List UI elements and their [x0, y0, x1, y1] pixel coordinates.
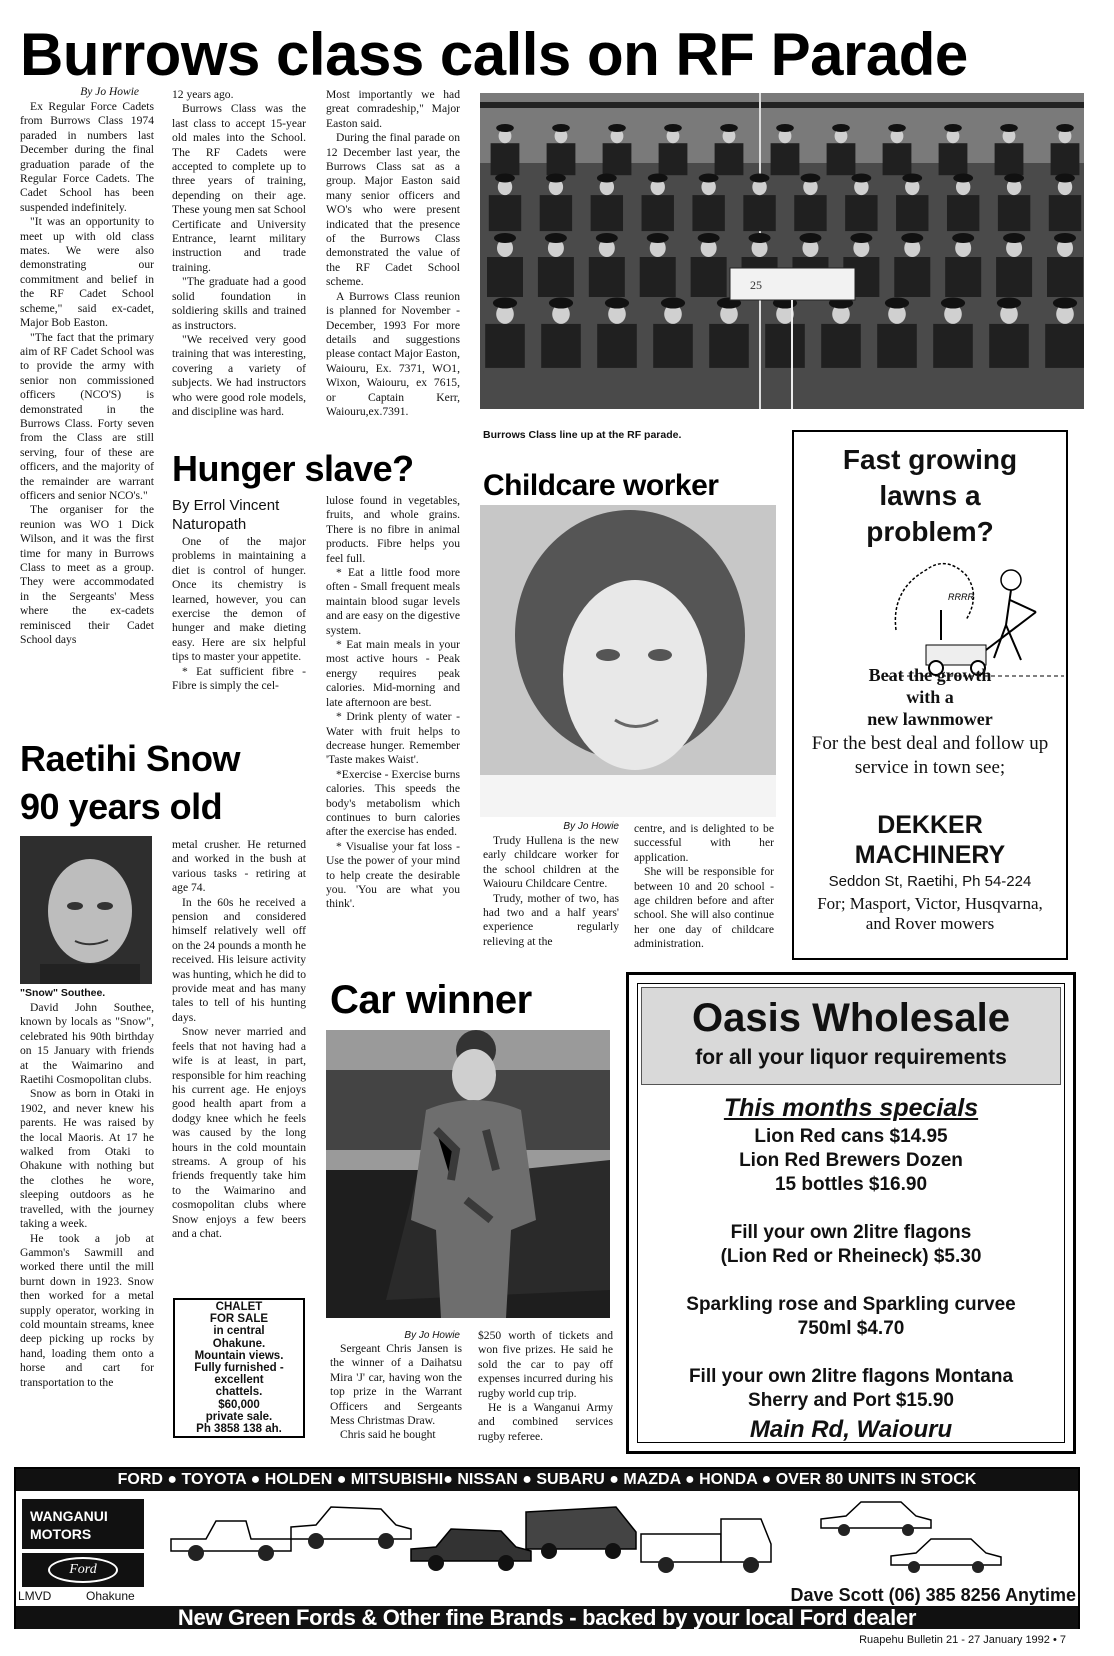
special-item: Lion Red cans $14.95 — [754, 1126, 948, 1147]
paragraph: metal crusher. He returned and worked in the bush at various tasks - retiring at age 74. — [172, 838, 306, 895]
raetihi-column-2 — [172, 838, 306, 1241]
special-item: Fill your own 2litre flagons Montana — [688, 1366, 1014, 1387]
van-car-icon — [521, 1497, 641, 1562]
paragraph: The organiser for the reunion was WO 1 Dick Wilson, and it was the first time for many in Burrows Class to meet as a group. They were accommodated in the Sergeants' Mess where the ex-cadets reminisced their Cadet School days — [20, 503, 154, 647]
paragraph: * Eat a little food more often - Small frequent meals maintain blood sugar levels and are easy on the digestive system. — [326, 566, 460, 637]
trudy-hullena-photo — [480, 505, 776, 817]
special-item: Lion Red Brewers Dozen — [739, 1150, 963, 1171]
paragraph: Snow never married and feels that not having had a wife is at least, in part, responsible for him reaching his current age. He enjoys good health apart from a dodgy knee which he feels was caused by the long hours in the cold mountain streams. A group of his friends frequently take him to the Waimarino and cosmopolitan clubs where Snow enjoys a few beers and a chat. — [172, 1025, 306, 1240]
oasis-specials-title: This months specials — [723, 1094, 979, 1122]
special-item: (Lion Red or Rheineck) $5.30 — [720, 1246, 982, 1267]
truck-icon — [636, 1509, 776, 1579]
oasis-specials-list — [629, 1125, 1073, 1413]
paragraph: He took a job at Gammon's Sawmill and worked there until the mill burnt down in 1923. Snow then worked for a metal supply operator, working in cold mountain streams, knee deep picking up rocks by hand, loading them onto a horse and cart for transportation to the — [20, 1231, 154, 1389]
car-winner-headline: Car winner — [330, 978, 532, 1022]
dealer-name-line: WANGANUI — [30, 1508, 108, 1524]
paragraph: Chris said he bought — [340, 1428, 436, 1442]
lmvd-label: LMVD — [18, 1589, 52, 1603]
lawn-ad-headline-line: problem? — [866, 516, 994, 547]
mower-sound: RRRR — [948, 592, 974, 602]
lawn-ad-headline — [794, 442, 1066, 550]
hatchback-car-icon — [886, 1531, 1006, 1576]
lawn-ad-pitch — [794, 664, 1066, 730]
lawn-ad-pitch-line: with a — [906, 687, 954, 707]
rf-parade-column-1 — [20, 100, 154, 647]
paragraph: lulose found in vegetables, fruits, and whole grains. There is no fibre in animal products. Fibre helps you feel full. — [326, 494, 460, 565]
hunger-headline: Hunger slave? — [172, 448, 414, 489]
dekker-address: Seddon St, Raetihi, Ph 54-224 — [828, 873, 1032, 890]
ford-oval-logo — [22, 1553, 144, 1587]
childcare-column-1 — [483, 834, 619, 949]
hunger-byline — [172, 496, 312, 534]
paragraph: He is a Wanganui Army and combined services rugby referee. — [478, 1401, 613, 1443]
sedan-car-icon — [286, 1497, 416, 1552]
rf-parade-byline: By Jo Howie — [80, 86, 139, 98]
childcare-column-2 — [634, 822, 774, 952]
lawn-ad-headline-line: lawns a — [879, 480, 981, 511]
oasis-wholesale-ad — [626, 972, 1076, 1454]
page-folio: Ruapehu Bulletin 21 - 27 January 1992 • 7 — [859, 1634, 1066, 1646]
dekker-machinery-name — [794, 810, 1066, 870]
paragraph: Trudy, mother of two, has had two and a half years' experience regularly relieving at the — [483, 891, 619, 948]
paragraph: One of the major problems in maintaining a diet is control of hunger. Once its chemistry is learned, however, you can exercise the demon of hunger and make dieting easy. Here are six helpful tips to master your appetite. — [172, 535, 306, 664]
paragraph: Burrows Class was the last class to accept 15-year old males into the School. The RF Cadets were accepted to complete up to three years of training, depending on their age. These young men sat School Certificate and University Entrance, learnt military instruction and trade training. — [172, 102, 306, 274]
soldier-with-car-image — [326, 1030, 610, 1318]
dark-sedan-car-icon — [406, 1519, 536, 1574]
lawn-ad-pitch-line: new lawnmower — [867, 709, 993, 729]
lawn-ad-headline-line: Fast growing — [842, 444, 1018, 475]
hunger-column-2 — [326, 494, 460, 912]
snow-southee-photo — [20, 836, 152, 984]
chalet-ad-line: $60,000 — [218, 1398, 260, 1411]
paragraph: In the 60s he received a pension and considered himself relatively well off on the 24 pounds a month he received. His leisure activity was hunting, which he did to provide meat and has many tales to tell of his hunting days. — [172, 895, 306, 1024]
paragraph: centre, and is delighted to be successful with her application. — [634, 822, 774, 864]
special-item: Fill your own 2litre flagons — [730, 1222, 972, 1243]
rf-parade-column-2 — [172, 88, 306, 419]
paragraph: Snow as born in Otaki in 1902, and never knew his parents. He was raised by the local Maoris. At 17 he walked from Otaki to Ohakune with nothing but the clothes he wore, sleeping outdoors as he travelled, with the journey taking a week. — [20, 1087, 154, 1231]
chalet-for-sale-ad — [173, 1298, 305, 1438]
paragraph: *Exercise - Exercise burns calories. This speeds the body's metabolism which continues to burn calories after the exercise has ended. — [326, 767, 460, 839]
lawn-ad-pitch-line: Beat the growth — [868, 665, 992, 685]
wanganui-motors-logo — [22, 1499, 144, 1549]
wanganui-motors-ad — [14, 1467, 1080, 1629]
paragraph: "We received very good training that was interesting, covering a variety of subjects. We had instructors who were good role models, and discipline was hard. — [172, 332, 306, 418]
dealer-name-line: MOTORS — [30, 1526, 92, 1542]
chalet-ad-line: private sale. — [205, 1410, 273, 1423]
burrows-class-photo — [480, 93, 1084, 409]
hunger-author: By Errol Vincent — [172, 497, 280, 514]
paragraph: She will be responsible for between 10 and 20 school - age children before and after school. She will also continue her one day of childcare administration. — [634, 865, 774, 951]
paragraph: * Eat main meals in your most active hours - Peak energy requires peak calories. Mid-morning and late afternoon are best. — [326, 638, 460, 709]
lawn-ad-deal: For the best deal and follow up service in town see; — [811, 733, 1049, 778]
woman-portrait-image — [480, 505, 776, 817]
paragraph: * Drink plenty of water - Water with fruit helps to decrease hunger. Remember 'Taste makes Waist'. — [326, 710, 460, 767]
chalet-ad-line: Fully furnished - — [194, 1362, 284, 1375]
paragraph: * Eat sufficient fibre - Fibre is simply the cel- — [172, 664, 306, 693]
raetihi-headline — [20, 735, 320, 831]
paragraph: $250 worth of tickets and won five prizes. He said he sold the car to pay off expenses incurred during his rugby world cup trip. — [478, 1329, 613, 1400]
dekker-machinery-ad — [792, 430, 1068, 960]
mower-brands: For; Masport, Victor, Husqvarna, and Rover mowers — [817, 894, 1043, 933]
snow-photo-caption: "Snow" Southee. — [20, 987, 106, 999]
oasis-name: Oasis Wholesale — [692, 996, 1010, 1040]
oasis-address: Main Rd, Waiouru — [749, 1416, 953, 1443]
paragraph: Most importantly we had great comradeship," Major Easton said. — [326, 88, 460, 130]
childcare-headline: Childcare worker — [483, 469, 719, 502]
car-winner-column-1 — [330, 1342, 462, 1443]
car-winner-column-2 — [478, 1329, 613, 1444]
elderly-man-portrait-image — [20, 836, 152, 984]
company-name-line: DEKKER — [877, 811, 983, 839]
soldiers-group-image — [480, 93, 1084, 409]
paragraph: During the final parade on 12 December last year, the Burrows Class sat as a group. Major Easton said many senior officers and WO's who were present indicated that the presence of the Burrows Class demonstrated the value of the RF Cadet School scheme. — [326, 131, 460, 289]
lawnmower-cartoon-icon — [886, 550, 1064, 680]
paragraph: "The graduate had a good solid foundation in soldiering skills and trained as instructors. — [172, 275, 306, 332]
dealer-town: Ohakune — [86, 1589, 135, 1603]
ford-dealer-footer: New Green Fords & Other fine Brands - backed by your local Ford dealer — [16, 1606, 1078, 1629]
chris-jansen-photo — [326, 1030, 610, 1318]
paragraph: * Visualise your fat loss - Use the power of your mind to help create the desirable you. 'You are what you think'. — [326, 839, 460, 911]
paragraph: Ex Regular Force Cadets from Burrows Class 1974 paraded in numbers last December during the final graduation parade of the Regular Force Cadets. The Cadet School has been suspended indefinitely. — [20, 100, 154, 214]
rf-parade-headline: Burrows class calls on RF Parade — [20, 21, 968, 88]
car-winner-byline: By Jo Howie — [404, 1330, 460, 1341]
oasis-header-panel — [641, 987, 1061, 1085]
chalet-ad-line: CHALET — [215, 1301, 263, 1313]
paragraph: 12 years ago. — [172, 88, 234, 101]
chalet-ad-line: chattels. — [215, 1386, 263, 1399]
rf-parade-photo-caption: Burrows Class line up at the RF parade. — [483, 429, 682, 441]
placard-number: 25 — [750, 278, 762, 292]
paragraph: David John Southee, known by locals as "Snow", celebrated his 90th birthday on 15 January with friends at the Waimarino and Raetihi Cosmopolitan clubs. — [20, 1001, 154, 1087]
special-item: Sparkling rose and Sparkling curvee — [686, 1294, 1016, 1315]
special-item: 750ml $4.70 — [797, 1318, 905, 1339]
chalet-ad-line: Ohakune. — [212, 1337, 266, 1350]
childcare-byline: By Jo Howie — [563, 821, 619, 832]
rf-parade-column-3 — [326, 88, 460, 419]
chalet-ad-line: excellent — [214, 1374, 264, 1387]
chalet-ad-line: FOR SALE — [209, 1313, 269, 1326]
chalet-ad-line: Mountain views. — [194, 1349, 284, 1362]
car-brands-bar: FORD ● TOYOTA ● HOLDEN ● MITSUBISHI● NISSAN ● SUBARU ● MAZDA ● HONDA ● OVER 80 UNITS IN STOCK — [16, 1469, 1078, 1491]
paragraph: Sergeant Chris Jansen is the winner of a Daihatsu Mira 'J' car, having won the top prize in the Warrant Officers and Sergeants Mess Christmas Draw. — [330, 1342, 462, 1428]
raetihi-headline-line: Raetihi Snow — [20, 738, 241, 779]
dealer-contact: Dave Scott (06) 385 8256 Anytime — [790, 1585, 1076, 1605]
raetihi-column-1 — [20, 1001, 154, 1390]
ute-car-icon — [166, 1509, 296, 1564]
special-item: Sherry and Port $15.90 — [748, 1390, 954, 1411]
placard — [730, 268, 855, 300]
paragraph: Trudy Hullena is the new early childcare worker for the school children at the Waiouru Childcare Centre. — [483, 834, 619, 891]
hunger-column-1 — [172, 535, 306, 693]
chalet-ad-line: in central — [213, 1325, 265, 1338]
oasis-tagline: for all your liquor requirements — [695, 1046, 1007, 1069]
company-name-line: MACHINERY — [854, 841, 1006, 869]
special-item: 15 bottles $16.90 — [774, 1174, 928, 1195]
hunger-author-title: Naturopath — [172, 516, 247, 533]
ford-oval-icon: Ford — [48, 1557, 118, 1583]
raetihi-headline-line: 90 years old — [20, 786, 223, 827]
chalet-ad-line: Ph 3858 138 ah. — [196, 1423, 282, 1436]
paragraph: "The fact that the primary aim of RF Cadet School was to provide the army with senior non commissioned officers (NCO'S) is demonstrated in the Burrows Class. Forty seven from the Class are still serving, four of these are officers, and the majority of the remainder are warrant officers and senior NCO's." — [20, 330, 154, 502]
paragraph: "It was an opportunity to meet up with old class mates. We were also demonstrating our commitment and belief in the RF Cadet School scheme," said ex-cadet, Major Bob Easton. — [20, 215, 154, 330]
paragraph: A Burrows Class reunion is planned for November - December, 1993 For more details and suggestions please contact Major Easton, Waiouru, Ex. 7371, WO1, Wixon, Waiouru, ex 7615, or Captain Kerr, Waiouru,ex.7391. — [326, 289, 460, 418]
